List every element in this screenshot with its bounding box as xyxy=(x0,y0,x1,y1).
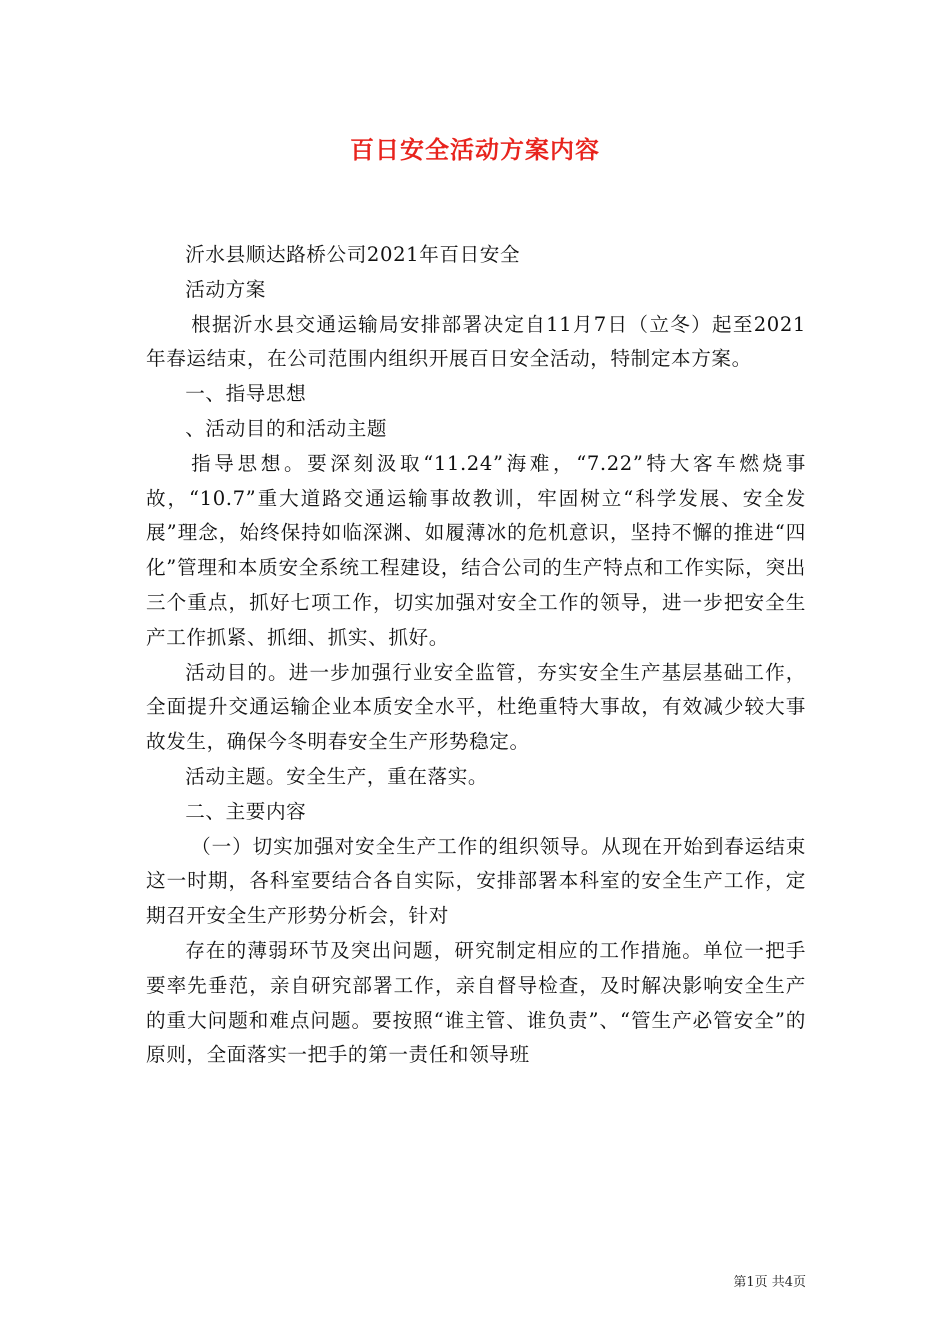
section-heading-purpose-theme: 、活动目的和活动主题 xyxy=(185,416,388,440)
page-number-footer: 第1页 共4页 xyxy=(733,1275,806,1290)
paragraph-intro: 根据沂水县交通运输局安排部署决定自11月7日（立冬）起至2021年春运结束，在公司范围内组织开展百日安全活动，特制定本方案。 xyxy=(146,312,806,371)
paragraph-company-line: 沂水县顺达路桥公司2021年百日安全 xyxy=(185,243,521,266)
document-title: 百日安全活动方案内容 xyxy=(350,135,600,164)
paragraph-guiding-thought: 指导思想。要深刻汲取“11.24”海难，“7.22”特大客车燃烧事故，“10.7”重大道路交通运输事故教训，牢固树立“科学发展、安全发展”理念，始终保持如临深渊、如履薄冰的危机意识，坚持不懈的推进“四化”管理和本质安全系统工程建设，结合公司的生产特点和工作实际，突出三个重点，抓好七项工作，切实加强对安全工作的领导，进一步把安全生产工作抓紧、抓细、抓实、抓好。 xyxy=(146,451,806,649)
section-heading-guiding-thought: 一、指导思想 xyxy=(185,382,307,406)
paragraph-weak-links: 存在的薄弱环节及突出问题，研究制定相应的工作措施。单位一把手要率先垂范，亲自研究部署工作，亲自督导检查，及时解决影响安全生产的重大问题和难点问题。要按照“谁主管、谁负责”、“管生产必管安全”的原则，全面落实一把手的第一责任和领导班 xyxy=(146,938,806,1067)
paragraph-plan-line: 活动方案 xyxy=(185,277,266,301)
document-body xyxy=(146,238,806,1073)
paragraph-organization: （一）切实加强对安全生产工作的组织领导。从现在开始到春运结束这一时期，各科室要结合各自实际，安排部署本科室的安全生产工作，定期召开安全生产形势分析会，针对 xyxy=(146,834,806,928)
section-heading-main-content: 二、主要内容 xyxy=(185,799,307,823)
paragraph-purpose: 活动目的。进一步加强行业安全监管，夯实安全生产基层基础工作，全面提升交通运输企业本质安全水平，杜绝重特大事故，有效减少较大事故发生，确保今冬明春安全生产形势稳定。 xyxy=(146,660,806,754)
paragraph-theme: 活动主题。安全生产，重在落实。 xyxy=(185,764,489,788)
